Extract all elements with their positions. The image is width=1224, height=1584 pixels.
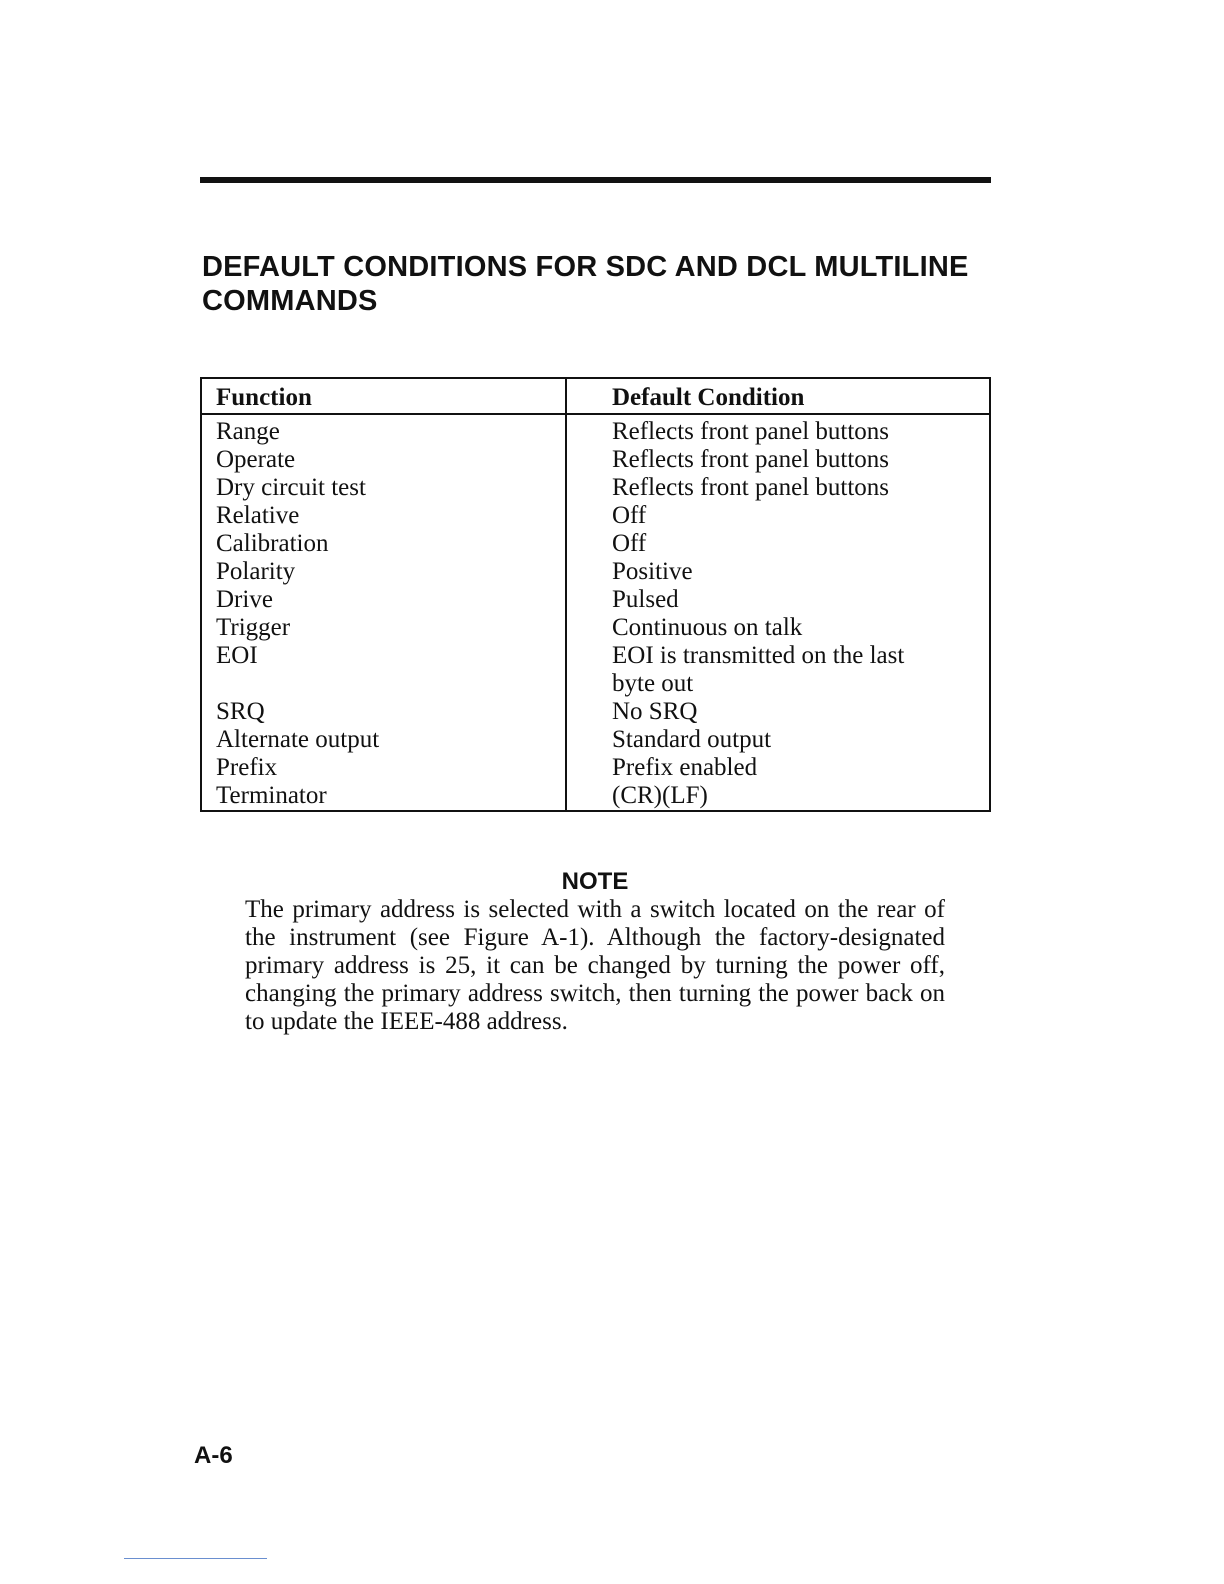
condition-cell: Reflects front panel buttons <box>612 474 890 501</box>
function-cell: Prefix <box>216 754 278 781</box>
table-header-row <box>201 378 990 414</box>
function-cell: Polarity <box>216 558 296 585</box>
page-number: A-6 <box>194 1442 233 1469</box>
condition-cell: Prefix enabled <box>612 754 758 781</box>
function-cell: Dry circuit test <box>216 474 366 501</box>
condition-cell: Off <box>612 502 647 529</box>
function-cell: Drive <box>216 586 273 613</box>
condition-cell: EOI is transmitted on the last <box>612 642 905 669</box>
condition-cell: Reflects front panel buttons <box>612 418 890 445</box>
default-condition-column <box>566 414 990 811</box>
condition-cell: Reflects front panel buttons <box>612 446 890 473</box>
function-cell: EOI <box>216 642 258 669</box>
function-cell: SRQ <box>216 698 265 725</box>
condition-cell: Pulsed <box>612 586 679 613</box>
function-cell: Relative <box>216 502 300 529</box>
function-cell: Range <box>216 418 280 445</box>
function-cell-spacer <box>216 670 553 698</box>
function-cell: Trigger <box>216 614 291 641</box>
function-cell: Alternate output <box>216 726 380 753</box>
condition-cell: Continuous on talk <box>612 614 803 641</box>
default-conditions-table <box>200 377 991 812</box>
function-column <box>201 414 566 811</box>
column-header-function: Function <box>201 378 566 414</box>
condition-cell: Standard output <box>612 726 772 753</box>
page-title-line-1: DEFAULT CONDITIONS FOR SDC AND DCL MULTILINE <box>202 251 969 283</box>
condition-cell: Off <box>612 530 647 557</box>
function-cell: Terminator <box>216 782 327 809</box>
page-title-line-2: COMMANDS <box>202 285 378 317</box>
table-body-row <box>201 414 990 811</box>
bottom-rule <box>124 1558 267 1559</box>
column-header-default-condition: Default Condition <box>566 378 990 414</box>
page-title <box>202 250 1002 318</box>
note-heading: NOTE <box>561 868 629 895</box>
note-body: The primary address is selected with a switch located on the rear of the instrument (see Figure A-1). Although the factory-designated primary address is 25, it can be changed by turning the power off, changing the primary address switch, then turning the power back on to update the IEEE-488 address. <box>245 896 945 1035</box>
condition-cell-continued: byte out <box>612 670 694 697</box>
condition-cell: (CR)(LF) <box>612 782 708 809</box>
condition-cell: Positive <box>612 558 693 585</box>
condition-cell: No SRQ <box>612 698 698 725</box>
function-cell: Calibration <box>216 530 329 557</box>
function-cell: Operate <box>216 446 296 473</box>
top-rule <box>200 177 991 183</box>
